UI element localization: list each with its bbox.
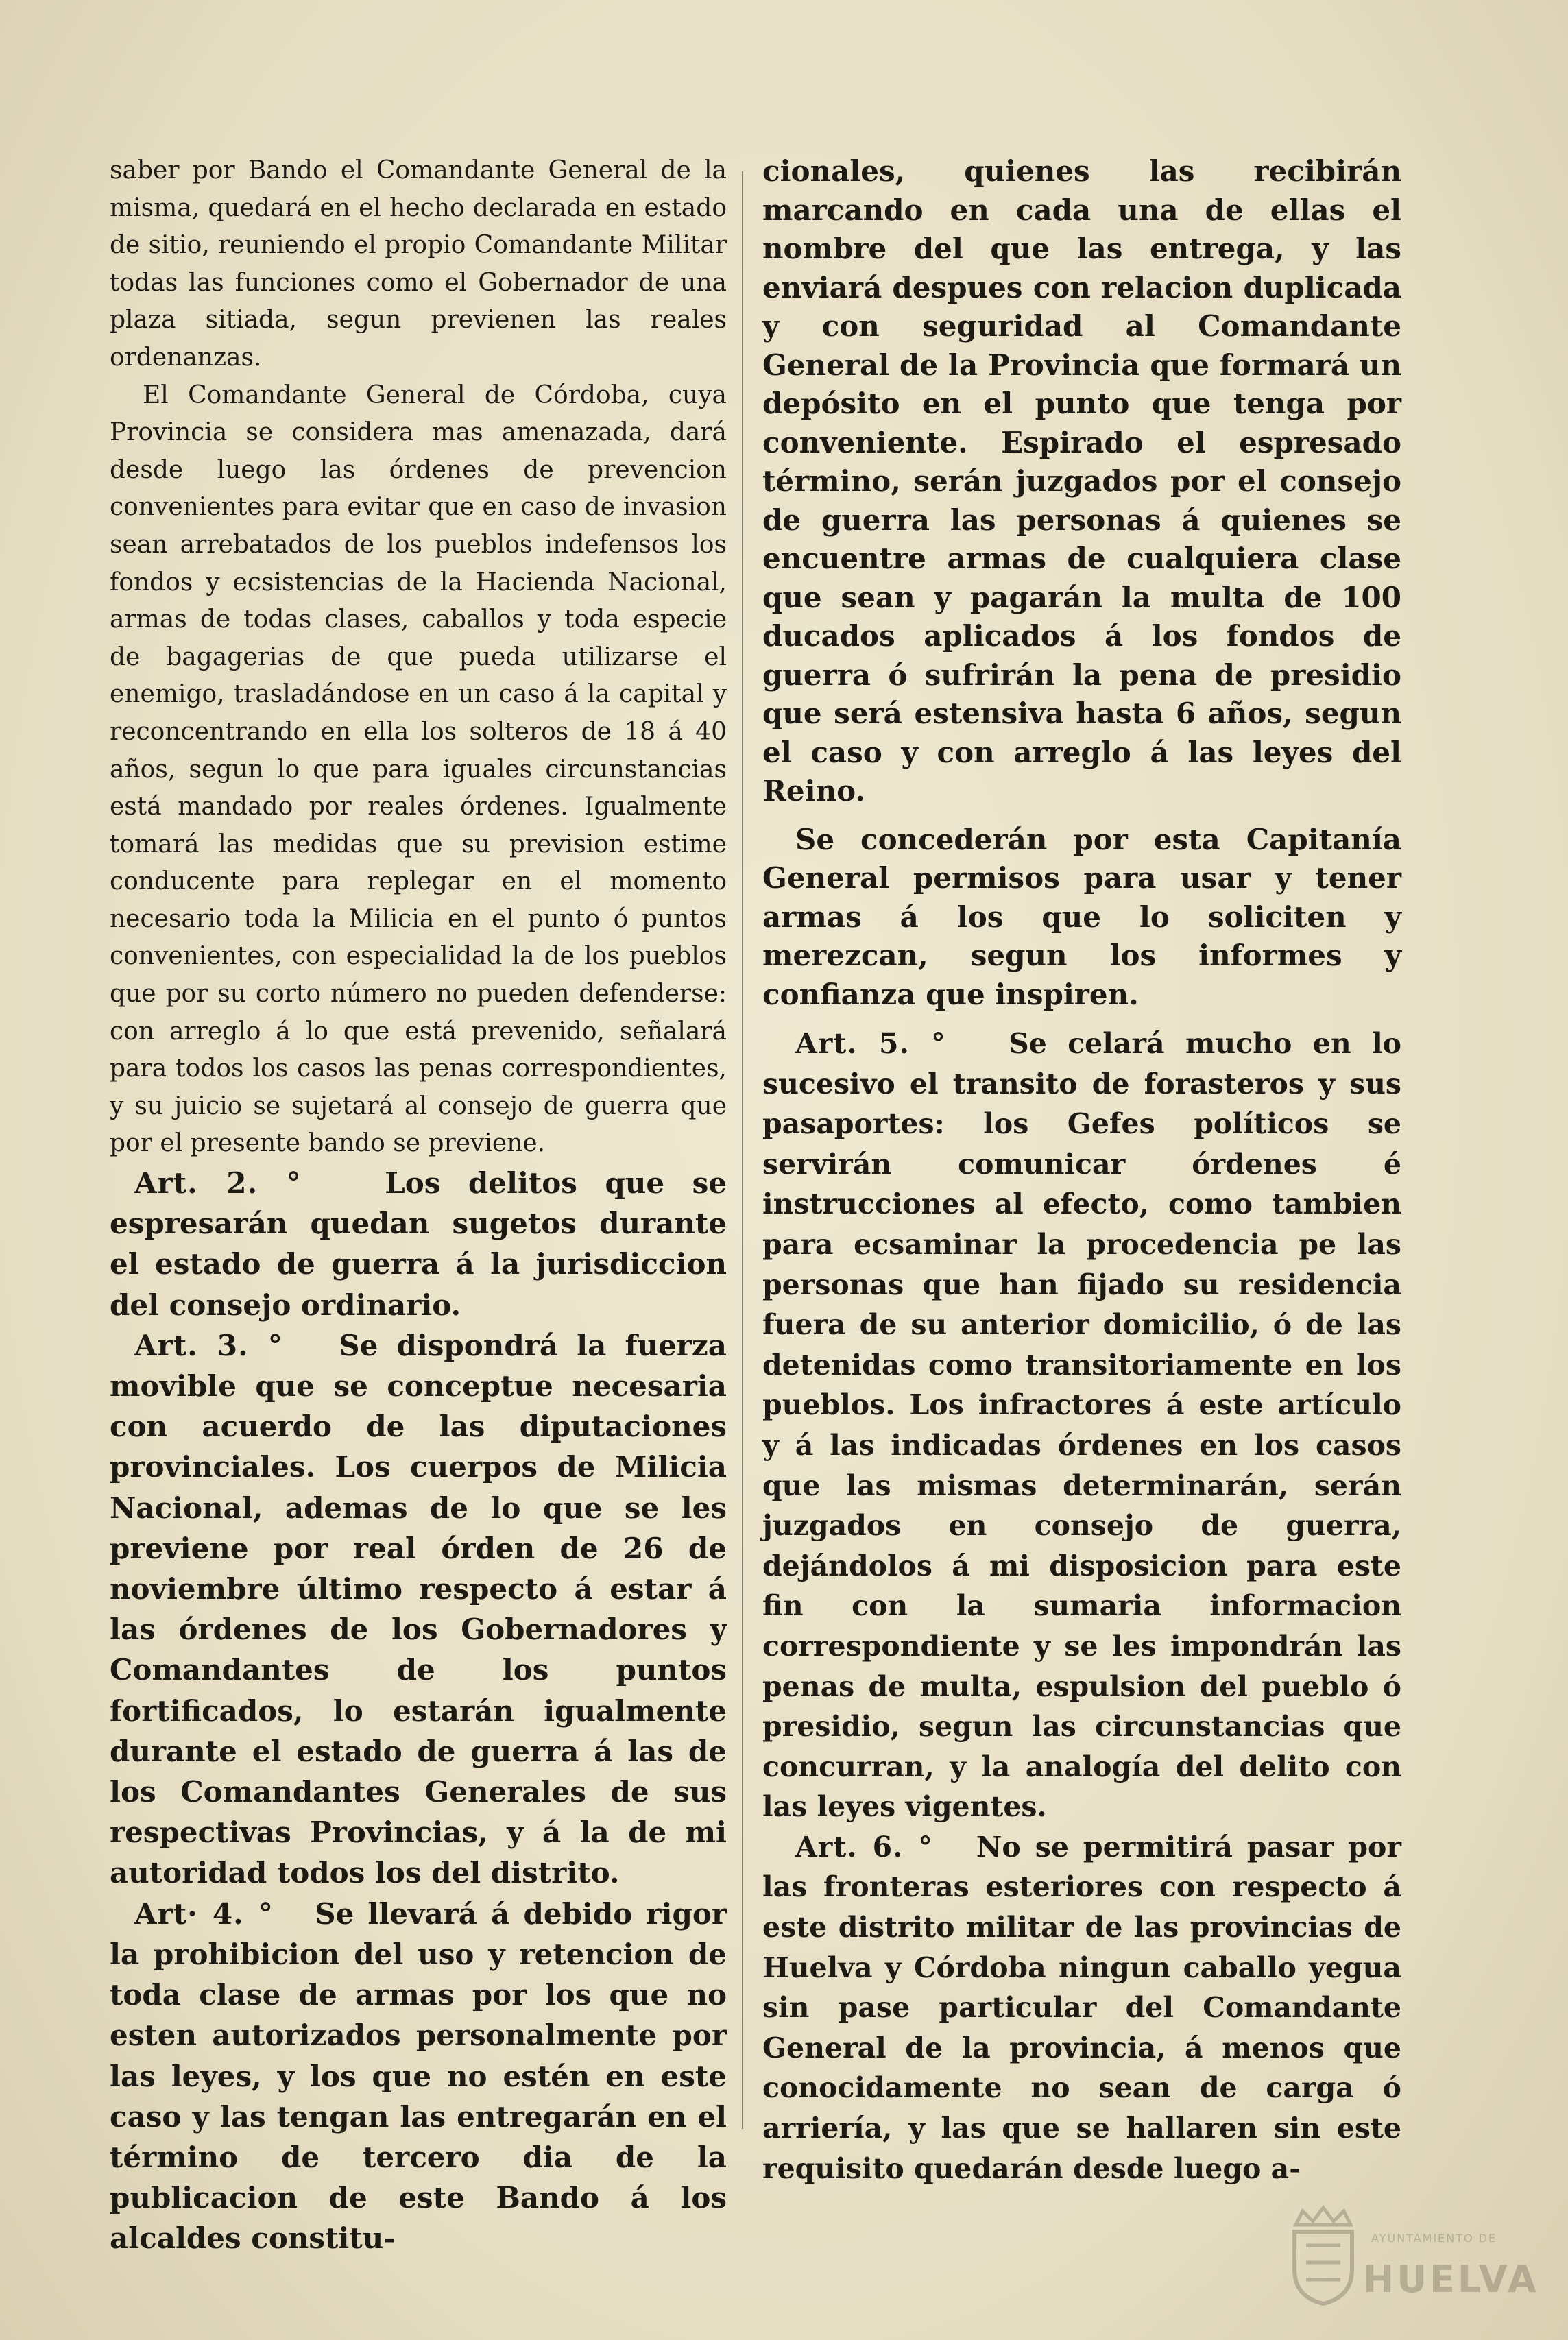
article-4-label: Art· 4. °: [134, 1896, 274, 1931]
article-4-text: Se llevará á debido rigor la prohibicion del uso y retencion de toda clase de armas por los que no esten autorizados personalmente por las leyes, y los que no estén en este caso y las tengan las entregarán en el término de tercero dia de la publicacion de este Bando á los alcaldes constitu-: [110, 1896, 727, 2256]
paragraph-siege-declaration: saber por Bando el Comandante General de la misma, quedará en el hecho declarada en estado de sitio, reuniendo el propio Comandante Militar todas las funciones como el Gobernador de una plaza sitiada, segun previenen las reales ordenanzas.: [110, 156, 727, 372]
article-3: [110, 1325, 727, 1894]
article-2: [110, 1163, 727, 1325]
article-5-label: Art. 5. °: [795, 1027, 946, 1060]
article-6: [762, 1827, 1401, 2188]
article-2-text: Los delitos que se espresarán quedan sugetos durante el estado de guerra á la jurisdiccion del consejo ordinario.: [110, 1166, 727, 1322]
paragraph-permits: Se concederán por esta Capitanía General permisos para usar y tener armas á los que lo soliciten y merezcan, segun los informes y confianza que inspiren.: [762, 822, 1401, 1011]
paragraph-cordoba-orders: El Comandante General de Córdoba, cuya Provincia se considera mas amenazada, dará desde luego las órdenes de prevencion convenientes para evitar que en caso de invasion sean arrebatados de los pueblos indefensos los fondos y ecsistencias de la Hacienda Nacional, armas de todas clases, caballos y toda especie de bagagerias de que pueda utilizarse el enemigo, trasladándose en un caso á la capital y reconcentrando en ella los solteros de 18 á 40 años, segun lo que para iguales circunstancias está mandado por reales órdenes. Igualmente tomará las medidas que su prevision estime conducente para replegar en el momento necesario toda la Milicia en el punto ó puntos convenientes, con especialidad la de los pueblos que por su corto número no pueden defenderse: con arreglo á lo que está prevenido, señalará para todos los casos las penas correspondientes, y su juicio se sujetará al consejo de guerra que por el presente bando se previene.: [110, 381, 727, 1158]
left-column: [110, 152, 727, 2259]
article-6-text: No se permitirá pasar por las fronteras esteriores con respecto á este distrito militar de las provincias de Huelva y Córdoba ningun caballo yegua sin pase particular del Comandante General de la provincia, á menos que conocidamente no sean de carga ó arriería, y las que se hallaren sin este requisito quedarán desde luego a-: [762, 1830, 1401, 2185]
article-4-continuation: cionales, quienes las recibirán marcando en cada una de ellas el nombre del que las entrega, y las enviará despues con relacion duplicada y con seguridad al Comandante General de la Provincia que formará un depósito en el punto que tenga por conveniente. Espirado el espresado término, serán juzgados por el consejo de guerra las personas á quienes se encuentre armas de cualquiera clase que sean y pagarán la multa de 100 ducados aplicados á los fondos de guerra ó sufrirán la pena de presidio que será estensiva hasta 6 años, segun el caso y con arreglo á las leyes del Reino.: [762, 154, 1401, 808]
watermark-name: HUELVA: [1363, 2258, 1539, 2301]
right-column: [762, 152, 1401, 2188]
watermark-subtitle: AYUNTAMIENTO DE: [1371, 2232, 1497, 2245]
article-5-text: Se celará mucho en lo sucesivo el transito de forasteros y sus pasaportes: los Gefes políticos se servirán comunicar órdenes é instrucciones al efecto, como tambien para ecsaminar la procedencia pe las personas que han fijado su residencia fuera de su anterior domicilio, ó de las detenidas como transitoriamente en los pueblos. Los infractores á este artículo y á las indicadas órdenes en los casos que las mismas determinarán, serán juzgados en consejo de guerra, dejándolos á mi disposicion para este fin con la sumaria informacion correspondiente y se les impondrán las penas de multa, espulsion del pueblo ó presidio, segun las circunstancias que concurran, y la analogía del delito con las leyes vigentes.: [762, 1027, 1401, 1824]
archive-watermark: [1282, 2204, 1539, 2314]
article-6-label: Art. 6. °: [795, 1830, 933, 1863]
column-divider: [742, 171, 743, 2129]
article-3-label: Art. 3. °: [134, 1328, 283, 1362]
article-3-text: Se dispondrá la fuerza movible que se conceptue necesaria con acuerdo de las diputaciones provinciales. Los cuerpos de Milicia Nacional, ademas de lo que se les previene por real órden de 26 de noviembre último respecto á estar á las órdenes de los Gobernadores y Comandantes de los puntos fortificados, lo estarán igualmente durante el estado de guerra á las de los Comandantes Generales de sus respectivas Provincias, y á la de mi autoridad todos los del distrito.: [110, 1328, 727, 1890]
crown-shield-icon: [1282, 2204, 1364, 2307]
article-4: [110, 1894, 727, 2259]
article-5: [762, 1024, 1401, 1827]
article-2-label: Art. 2. °: [134, 1166, 302, 1201]
